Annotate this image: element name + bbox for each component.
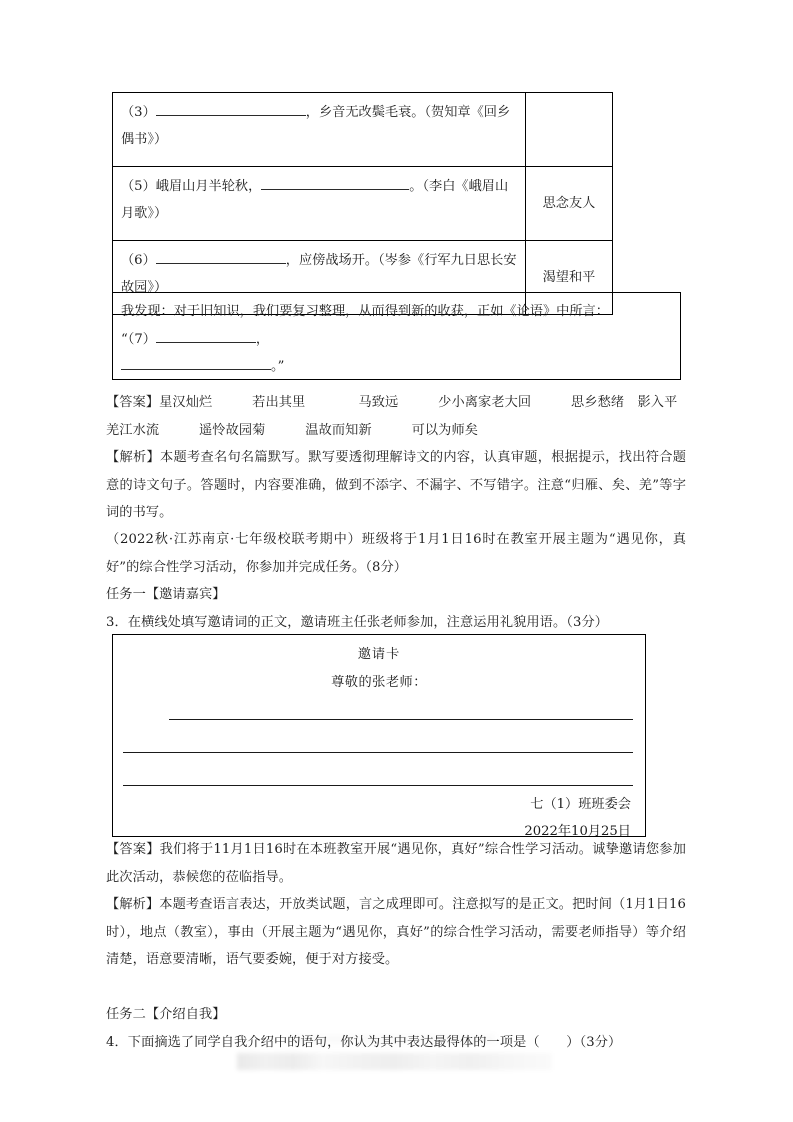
question-4-text: 4．下面摘选了同学自我介绍中的语句，你认为其中表达最得体的一项是（ ）（3分）: [106, 1035, 622, 1050]
poetry-fill-in-table: [112, 92, 613, 315]
discovery-quote-close: 。”: [271, 359, 285, 374]
analysis-section-1: [106, 444, 686, 527]
invitation-write-line[interactable]: [123, 752, 633, 753]
invitation-date: 2022年10月25日: [524, 824, 631, 839]
table-row: [113, 167, 613, 241]
question-label: （6）: [121, 253, 156, 268]
task-two-label: 任务二【介绍自我】: [106, 1007, 226, 1022]
answer-line-2: 羌江水流 遥怜故园菊 温故而知新 可以为师矣: [106, 422, 479, 438]
answer-blank[interactable]: [156, 248, 286, 264]
question-tail: 。（李白《峨眉山月歌》）: [121, 179, 509, 221]
discovery-line-3: [121, 353, 672, 381]
answer-blank[interactable]: [156, 100, 306, 116]
question-label: （3）: [121, 105, 156, 120]
hint-label: 渴望和平: [542, 270, 596, 285]
question-3-text: 3．在横线处填写邀请词的正文，邀请班主任张老师参加，注意运用礼貌用语。（3分）: [106, 615, 609, 630]
analysis-text-2: 【解析】本题考查语言表达，开放类试题，言之成理即可。注意拟写的是正文。把时间（1月1日16时），地点（教室），事由（开展主题为“遇见你，真好”的综合性学习活动，需要老师指导）等介绍清楚，语意要清晰，语气要委婉，便于对方接受。: [106, 897, 686, 967]
task-one-heading: [106, 581, 686, 609]
table-row: [113, 93, 613, 167]
invitation-card: [112, 634, 646, 837]
invitation-write-line[interactable]: [123, 785, 633, 786]
table-cell-question: [113, 93, 526, 167]
invitation-write-line[interactable]: [169, 719, 633, 720]
table-cell-hint: [526, 93, 613, 167]
task-one-label: 任务一【邀请嘉宾】: [106, 587, 226, 602]
answer-blank[interactable]: [156, 327, 256, 343]
question-label: （5）峨眉山月半轮秋，: [121, 179, 262, 194]
answer-text-2: 【答案】我们将于11月1日16时在本班教室开展“遇见你，真好”综合性学习活动。诚挚邀请您参加此次活动，恭候您的莅临指导。: [106, 842, 686, 885]
discovery-box: [112, 292, 681, 380]
table-cell-question: [113, 167, 526, 241]
table-cell-hint: [526, 167, 613, 241]
invitation-salutation: 尊敬的张老师：: [331, 675, 427, 690]
answer-blank[interactable]: [261, 174, 409, 190]
answer-section-2: [106, 836, 686, 891]
analysis-text-1: 【解析】本题考查名句名篇默写。默写要透彻理解诗文的内容，认真审题，根据提示，找出符合题意的诗文句子。答题时，内容要准确，做到不添字、不漏字、不写错字。注意“归雁、矣、羌”等字词的书写。: [106, 450, 686, 520]
hint-label: 思念友人: [542, 196, 596, 211]
blurred-artifact-upper: [290, 1034, 495, 1044]
analysis-section-2: [106, 891, 686, 974]
discovery-line-2: [121, 326, 672, 354]
answer-blank[interactable]: [121, 354, 271, 370]
invitation-card-title: 邀请卡: [357, 647, 401, 662]
question-tail: ，乡音无改鬓毛衰。（贺知章《回乡偶书》）: [121, 105, 511, 147]
question-tail: ，应傍战场开。（岑参《行军九日思长安故园》）: [121, 253, 517, 295]
question-3: [106, 609, 686, 637]
task-two-heading: [106, 1001, 686, 1029]
activity-intro-text: （2022秋·江苏南京·七年级校联考期中）班级将于1月1日16时在教室开展主题为“遇见你，真好”的综合性学习活动，你参加并完成任务。（8分）: [106, 532, 686, 575]
discovery-comma: ，: [255, 331, 270, 347]
discovery-line-1: 我发现：对于旧知识，我们要复习整理，从而得到新的收获，正如《论语》中所言：: [121, 304, 609, 319]
blurred-redaction-bar: [237, 1053, 552, 1070]
answer-line-1: 【答案】星汉灿烂 若出其里 马致远 少小离家老大回 思乡愁绪 影入平: [106, 395, 678, 410]
answer-section-1: [106, 389, 686, 444]
discovery-quote-open: “（7）: [121, 331, 156, 347]
activity-intro: [106, 526, 686, 581]
invitation-signer: 七（1）班班委会: [530, 797, 631, 812]
